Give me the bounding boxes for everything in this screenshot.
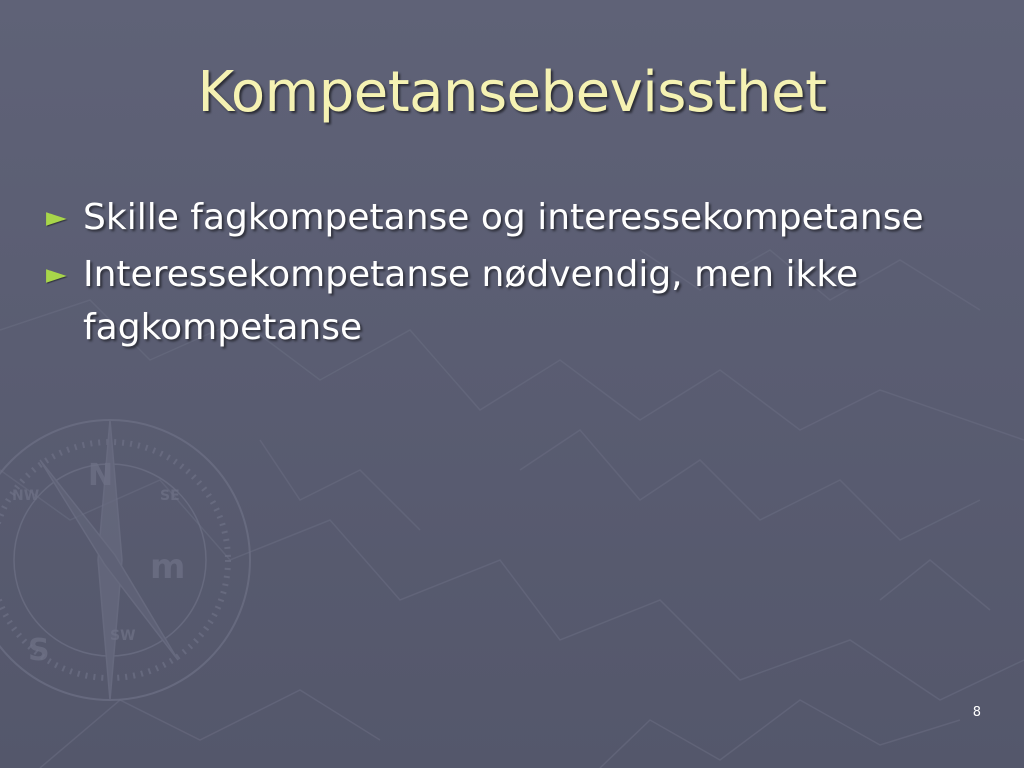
bullet-item	[46, 191, 976, 244]
triangle-bullet-icon: ►	[46, 259, 67, 290]
bullet-text: Skille fagkompetanse og interessekompetanse	[83, 197, 924, 238]
compass-letter-n: N	[88, 458, 114, 493]
compass-letter-sw: SW	[110, 628, 136, 644]
slide-title: Kompetansebevissthet	[197, 60, 827, 125]
triangle-bullet-icon: ►	[46, 202, 67, 233]
bullet-text: Interessekompetanse nødvendig, men ikke fagkompetanse	[83, 254, 859, 348]
slide-number: 8	[972, 705, 981, 720]
compass-letter-m: m	[150, 547, 186, 587]
compass-letter-se: SE	[160, 488, 180, 504]
compass-letter-s: S	[28, 633, 50, 668]
bullet-list	[46, 191, 976, 358]
compass-letter-nw: NW	[12, 488, 40, 504]
bullet-item	[46, 248, 976, 354]
